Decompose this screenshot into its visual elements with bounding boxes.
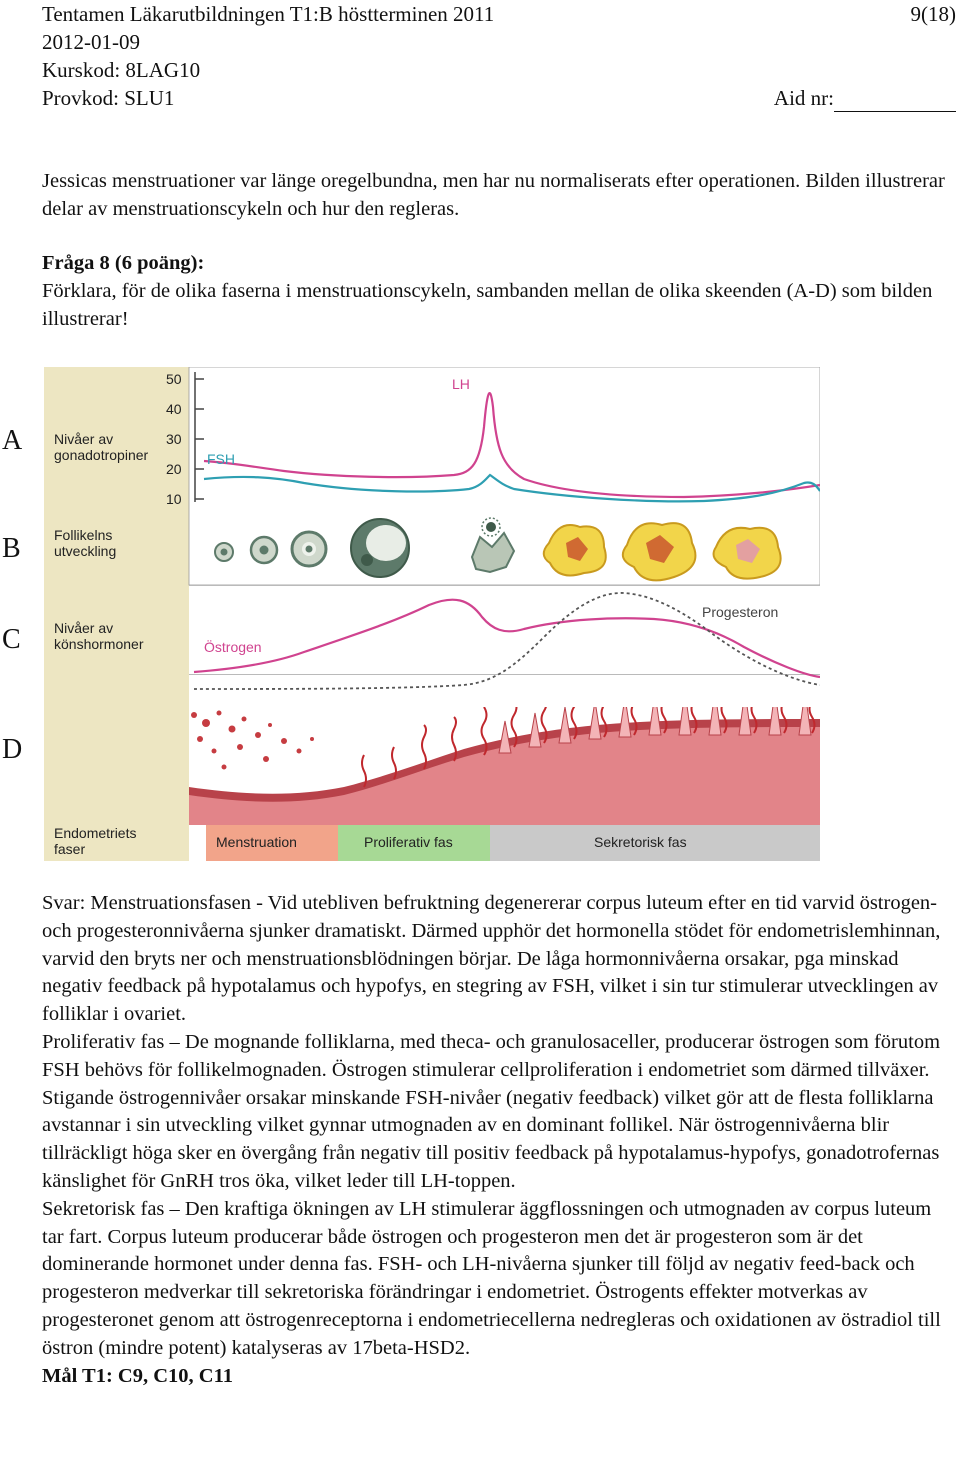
lh-label: LH <box>452 376 470 392</box>
y-tick-label-50: 50 <box>166 371 182 387</box>
y-tick-label-10: 10 <box>166 491 182 507</box>
answer-block <box>42 890 954 1390</box>
follicle-secondary <box>292 532 326 566</box>
menstrual-cycle-figure <box>44 367 820 861</box>
y-tick-label-30: 30 <box>166 431 182 447</box>
panel-a-label-1: Nivåer av <box>54 431 114 447</box>
answer-paragraph-secretory: Sekretorisk fas – Den kraftiga ökningen av LH stimulerar äggflossningen och utmognaden av corpus luteum tar fart. Corpus luteum producerar både östrogen och progesteron men det är progesteron som är det dominerande hormonet under denna fas. FSH- och LH-nivåerna sjunker till följd av negativ feed-back och progesteron medverkar till sekretoriska förändringar i endometriet. Östrogents effekter motverkas av progesteronet genom att östrogenreceptorna i endometriecellerna nedregleras och oxidationen av östradiol till östron (mindre potent) katalyseras av 17beta-HSD2. <box>42 1197 941 1359</box>
intro-text: Jessicas menstruationer var länge oregelbundna, men har nu normaliserats efter operationen. Bilden illustrerar delar av menstruationscykeln och hur den regleras. <box>42 170 945 220</box>
panel-b-c-divider <box>189 674 820 675</box>
panel-a-b-divider <box>189 585 820 586</box>
panel-c-label-1: Nivåer av <box>54 620 114 636</box>
follicle-primordial <box>215 543 233 561</box>
follicle-antral <box>351 519 409 577</box>
figure-svg <box>44 367 820 861</box>
panel-d-label-1: Endometriets <box>54 825 137 841</box>
phase-label-proliferative: Proliferativ fas <box>364 834 453 850</box>
exam-title: Tentamen Läkarutbildningen T1:B höstterminen 2011 <box>42 2 495 26</box>
panel-b-label-2: utveckling <box>54 543 117 559</box>
panel-a-label-2: gonadotropiner <box>54 447 149 463</box>
progesterone-label: Progesteron <box>702 604 779 620</box>
course-code: Kurskod: 8LAG10 <box>42 58 201 82</box>
aid-blank-line <box>834 91 956 112</box>
phase-label-secretory: Sekretorisk fas <box>594 834 687 850</box>
row-letter-b: B <box>2 533 21 564</box>
y-tick-label-20: 20 <box>166 461 182 477</box>
row-letter-d: D <box>2 734 23 765</box>
y-tick-label-40: 40 <box>166 401 182 417</box>
answer-paragraph-proliferative: Proliferativ fas – De mognande folliklarna, med theca- och granulosaceller, producerar östrogen som förutom FSH behövs för follikelmognaden. Östrogen stimulerar cellproliferation i endometriet som därmed tillväxer. Stigande östrogennivåer orsakar minskande FSH-nivåer (negativ feedback) vilket gör att de flesta folliklarna avstannar i sin utveckling vilket gynnar utmognaden av en dominant follikel. När östrogennivåerna blir tillräckligt höga sker en övergång från negativ till positiv feedback på hypotalamus-hypofys, gonadotrofernas känslighet för GnRH tros öka, vilket leder till LH-toppen. <box>42 1030 941 1192</box>
row-letter-c: C <box>2 624 21 655</box>
question-block <box>42 249 954 333</box>
panel-b-label-1: Follikelns <box>54 527 113 543</box>
question-text: Förklara, för de olika faserna i menstruationscykeln, sambanden mellan de olika skeenden (A-D) som bilden illustrerar! <box>42 280 933 330</box>
page-header <box>42 0 956 112</box>
follicle-primary <box>251 537 277 563</box>
row-letter-a: A <box>2 425 23 456</box>
fsh-label: FSH <box>207 451 235 467</box>
estrogen-label: Östrogen <box>204 639 262 655</box>
page-number: 9(18) <box>910 2 956 26</box>
answer-paragraph-menstruation: Svar: Menstruationsfasen - Vid utebliven befruktning degenererar corpus luteum efter en tid varvid östrogen- och progesteronnivåerna sjunker dramatiskt. Därmed upphör det hormonella stödet för endometrislemhinnan, varvid den bryts ner och menstruationsblödningen börjar. De låga hormonnivåerna orsakar, pga minskad negativ feedback på hypotalamus och hypofys, en stegring av FSH, vilket i sin tur stimulerar utvecklingen av folliklar i ovariet. <box>42 892 941 1026</box>
panel-d-label-2: faser <box>54 841 86 857</box>
question-title: Fråga 8 (6 poäng): <box>42 252 205 274</box>
test-code: Provkod: SLU1 <box>42 86 175 110</box>
learning-goals: Mål T1: C9, C10, C11 <box>42 1364 233 1387</box>
aid-field: Aid nr: <box>774 84 956 112</box>
exam-date: 2012-01-09 <box>42 30 140 54</box>
phase-label-menstruation: Menstruation <box>216 834 297 850</box>
panel-c-label-2: könshormoner <box>54 636 144 652</box>
